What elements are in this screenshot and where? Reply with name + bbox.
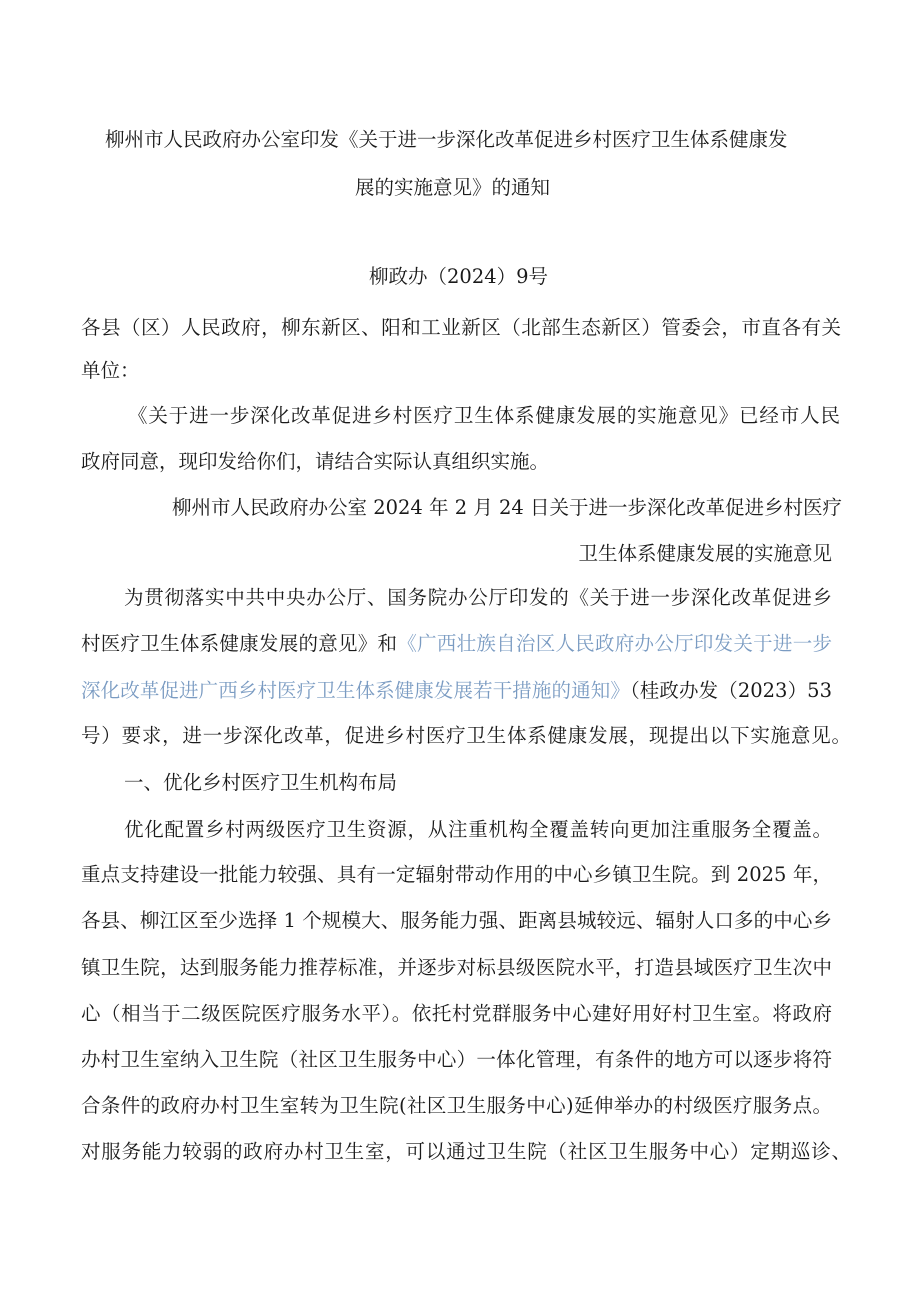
opinion-intro-line-3 bbox=[81, 678, 832, 704]
document-title-line-1: 柳州市人民政府办公室印发《关于进一步深化改革促进乡村医疗卫生体系健康发 bbox=[105, 128, 788, 151]
section-heading-1: 一、优化乡村医疗卫生机构布局 bbox=[124, 771, 398, 794]
notice-body-line-2: 政府同意，现印发给你们，请结合实际认真组织实施。 bbox=[81, 450, 550, 473]
section-1-line-4: 镇卫生院，达到服务能力推荐标准，并逐步对标县级医院水平，打造县域医疗卫生次中 bbox=[81, 956, 832, 979]
signature-line-1: 柳州市人民政府办公室 2024 年 2 月 24 日关于进一步深化改革促进乡村医疗 bbox=[172, 496, 843, 519]
addressee-line-1: 各县（区）人民政府，柳东新区、阳和工业新区（北部生态新区）管委会，市直各有关 bbox=[81, 316, 841, 339]
opinion-intro-line-4: 号）要求，进一步深化改革，促进乡村医疗卫生体系健康发展，现提出以下实施意见。 bbox=[81, 724, 851, 747]
section-1-line-5: 心（相当于二级医院医疗服务水平）。依托村党群服务中心建好用好村卫生室。将政府 bbox=[81, 1002, 832, 1025]
opinion-intro-line-2 bbox=[81, 631, 832, 657]
opinion-intro-line-2-text: 村医疗卫生体系健康发展的意见》和 bbox=[81, 632, 398, 655]
section-1-line-8: 对服务能力较弱的政府办村卫生室，可以通过卫生院（社区卫生服务中心）定期巡诊、 bbox=[81, 1140, 851, 1163]
opinion-intro-line-3-text: （桂政办发（2023）53 bbox=[629, 679, 832, 702]
section-1-line-6: 办村卫生室纳入卫生院（社区卫生服务中心）一体化管理，有条件的地方可以逐步将符 bbox=[81, 1048, 832, 1071]
document-number: 柳政办（2024）9号 bbox=[369, 265, 549, 288]
section-1-line-2: 重点支持建设一批能力较强、具有一定辐射带动作用的中心乡镇卫生院。到 2025 年， bbox=[81, 863, 832, 886]
guangxi-policy-link-part-1[interactable]: 《广西壮族自治区人民政府办公厅印发关于进一步 bbox=[397, 632, 832, 655]
section-1-line-1: 优化配置乡村两级医疗卫生资源，从注重机构全覆盖转向更加注重服务全覆盖。 bbox=[124, 818, 832, 841]
document-title-line-2: 展的实施意见》的通知 bbox=[355, 176, 551, 199]
signature-line-2: 卫生体系健康发展的实施意见 bbox=[578, 542, 832, 565]
section-1-line-3: 各县、柳江区至少选择 1 个规模大、服务能力强、距离县城较远、辐射人口多的中心乡 bbox=[81, 909, 832, 932]
guangxi-policy-link-part-2[interactable]: 深化改革促进广西乡村医疗卫生体系健康发展若干措施的通知》 bbox=[81, 679, 630, 702]
opinion-intro-line-1: 为贯彻落实中共中央办公厅、国务院办公厅印发的《关于进一步深化改革促进乡 bbox=[124, 586, 832, 609]
notice-body-line-1: 《关于进一步深化改革促进乡村医疗卫生体系健康发展的实施意见》已经市人民 bbox=[128, 404, 840, 427]
section-1-line-7: 合条件的政府办村卫生室转为卫生院(社区卫生服务中心)延伸举办的村级医疗服务点。 bbox=[81, 1094, 832, 1117]
addressee-line-2: 单位： bbox=[81, 359, 140, 382]
